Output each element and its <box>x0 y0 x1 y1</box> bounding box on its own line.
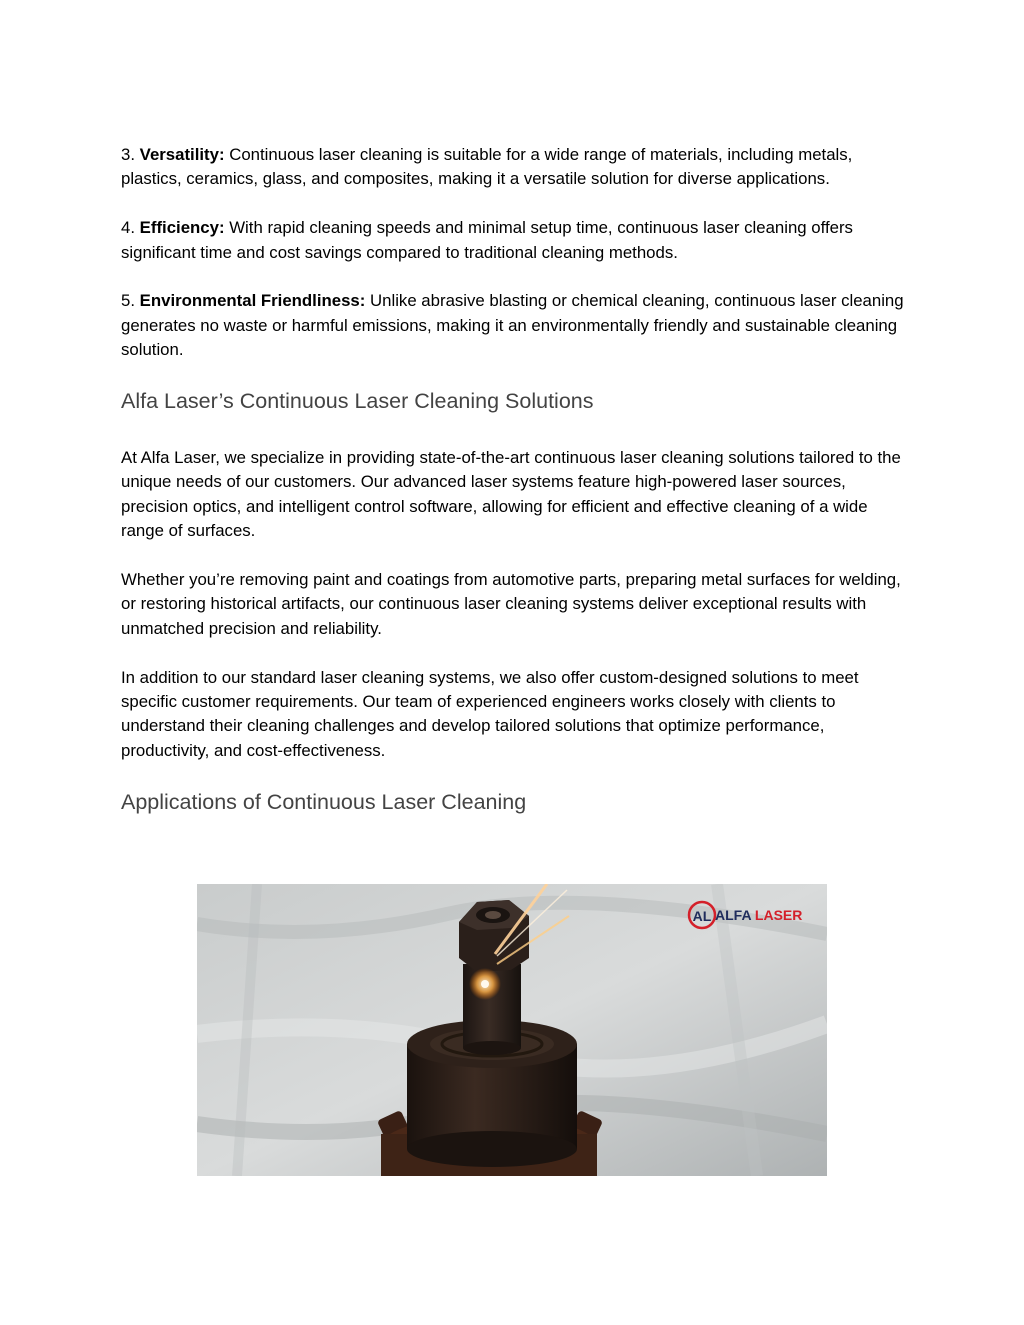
document-body <box>121 143 911 816</box>
paragraph-applications-examples: Whether you’re removing paint and coatings from automotive parts, preparing metal surfaces for welding, or restoring historical artifacts, our continuous laser cleaning systems deliver exceptional results with unmatched precision and reliability. <box>121 570 901 638</box>
rusty-gear-image <box>197 884 827 1176</box>
logo-monogram: AL <box>692 908 712 924</box>
section-heading-solutions: Alfa Laser’s Continuous Laser Cleaning Solutions <box>121 389 594 414</box>
term-efficiency: Efficiency: <box>139 218 225 238</box>
laser-cleaning-photo <box>197 884 827 1176</box>
list-item-efficiency: 4. Efficiency: With rapid cleaning speeds and minimal setup time, continuous laser cleaning offers significant time and cost savings compared to traditional cleaning methods. <box>121 218 853 262</box>
list-item-environmental: 5. Environmental Friendliness: Unlike abrasive blasting or chemical cleaning, continuous laser cleaning generates no waste or harmful emissions, making it an environmentally friendly and sustainable cleaning solution. <box>121 291 904 360</box>
term-versatility: Versatility: <box>139 145 225 164</box>
list-item-versatility: 3. Versatility: Continuous laser cleaning is suitable for a wide range of materials, including metals, plastics, ceramics, glass, and composites, making it a versatile solution for diverse applications. <box>121 145 853 189</box>
paragraph-specialize: At Alfa Laser, we specialize in providing state-of-the-art continuous laser cleaning solutions tailored to the unique needs of our customers. Our advanced laser systems feature high-powered laser sources, precision optics, and intelligent control software, allowing for efficient and effective cleaning of a wide range of surfaces. <box>121 448 901 541</box>
section-heading-applications: Applications of Continuous Laser Cleaning <box>121 789 527 814</box>
logo-wordmark: ALFA LASER <box>715 907 803 923</box>
paragraph-custom-solutions: In addition to our standard laser cleaning systems, we also offer custom-designed solutions to meet specific customer requirements. Our team of experienced engineers works closely with clients to understand their cleaning challenges and develop tailored solutions that optimize performance, productivity, and cost-effectiveness. <box>121 667 859 760</box>
term-environmental: Environmental Friendliness: <box>139 291 366 311</box>
